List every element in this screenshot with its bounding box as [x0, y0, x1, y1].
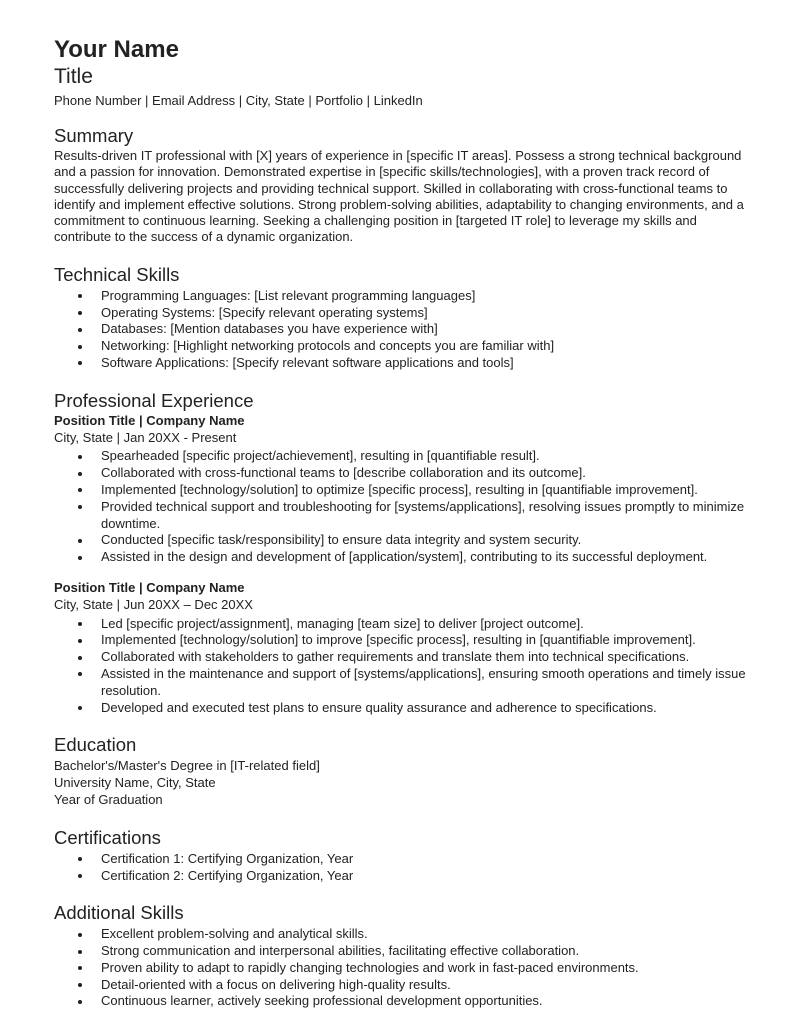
job-title: Position Title | Company Name	[54, 412, 245, 428]
list-item: Databases: [Mention databases you have experience with]	[54, 321, 746, 338]
list-item: Collaborated with stakeholders to gather requirements and translate them into technical specifications.	[54, 649, 746, 666]
list-item: Strong communication and interpersonal abilities, facilitating effective collaboration.	[54, 943, 746, 960]
list-item: Excellent problem-solving and analytical skills.	[54, 926, 746, 943]
list-item: Certification 1: Certifying Organization, Year	[54, 851, 746, 868]
additional-skills-heading: Additional Skills	[54, 902, 184, 924]
list-item: Provided technical support and troubleshooting for [systems/applications], resolving issues promptly to minimize downtime.	[54, 499, 746, 533]
certifications-heading: Certifications	[54, 826, 161, 848]
additional-skills-list	[54, 926, 746, 1010]
list-item: Developed and executed test plans to ensure quality assurance and adherence to specifications.	[54, 700, 746, 717]
degree-line: Bachelor's/Master's Degree in [IT-related field]	[54, 758, 320, 774]
list-item: Conducted [specific task/responsibility] to ensure data integrity and system security.	[54, 532, 746, 549]
experience-section	[54, 390, 746, 717]
list-item: Assisted in the design and development of [application/system], contributing to its successful deployment.	[54, 549, 746, 566]
list-item: Collaborated with cross-functional teams to [describe collaboration and its outcome].	[54, 465, 746, 482]
education-section	[54, 734, 746, 808]
list-item: Operating Systems: [Specify relevant operating systems]	[54, 305, 746, 322]
additional-skills-section	[54, 902, 746, 1010]
university-line: University Name, City, State	[54, 775, 216, 791]
certifications-section	[54, 827, 746, 885]
candidate-name: Your Name	[54, 36, 179, 63]
list-item: Led [specific project/assignment], managing [team size] to deliver [project outcome].	[54, 616, 746, 633]
list-item: Proven ability to adapt to rapidly changing technologies and work in fast-paced environments.	[54, 960, 746, 977]
job-entry	[54, 580, 746, 716]
list-item: Detail-oriented with a focus on delivering high-quality results.	[54, 977, 746, 994]
list-item: Continuous learner, actively seeking professional development opportunities.	[54, 993, 746, 1010]
list-item: Implemented [technology/solution] to optimize [specific process], resulting in [quantifiable improvement].	[54, 482, 746, 499]
education-heading: Education	[54, 734, 137, 756]
experience-heading: Professional Experience	[54, 389, 254, 411]
job-bullets	[54, 616, 746, 717]
summary-text: Results-driven IT professional with [X] years of experience in [specific IT areas]. Possess a strong technical background and a passion for innovation. Demonstrated expertise in [specific skills/technologies], with a proven track record of successfully delivering projects and providing technical support. Skilled in collaborating with cross-functional teams to identify and implement effective solutions. Strong problem-solving abilities, adaptability to changing environments, and a commitment to continuous learning. Seeking a challenging position in [targeted IT role] to leverage my skills and contribute to the success of a dynamic organization.	[54, 148, 744, 245]
list-item: Spearheaded [specific project/achievement], resulting in [quantifiable result].	[54, 448, 746, 465]
technical-skills-list	[54, 288, 746, 372]
job-entry	[54, 413, 746, 566]
list-item: Programming Languages: [List relevant programming languages]	[54, 288, 746, 305]
list-item: Networking: [Highlight networking protocols and concepts you are familiar with]	[54, 338, 746, 355]
candidate-title: Title	[54, 65, 93, 88]
job-meta: City, State | Jan 20XX - Present	[54, 429, 237, 445]
contact-line: Phone Number | Email Address | City, State | Portfolio | LinkedIn	[54, 93, 423, 108]
list-item: Assisted in the maintenance and support of [systems/applications], ensuring smooth operations and timely issue resolution.	[54, 666, 746, 700]
list-item: Software Applications: [Specify relevant software applications and tools]	[54, 355, 746, 372]
job-bullets	[54, 448, 746, 566]
list-item: Implemented [technology/solution] to improve [specific process], resulting in [quantifiable improvement].	[54, 632, 746, 649]
graduation-year-line: Year of Graduation	[54, 791, 163, 807]
list-item: Certification 2: Certifying Organization, Year	[54, 868, 746, 885]
certifications-list	[54, 851, 746, 885]
job-meta: City, State | Jun 20XX – Dec 20XX	[54, 596, 253, 612]
technical-skills-section	[54, 264, 746, 372]
job-title: Position Title | Company Name	[54, 579, 245, 595]
technical-skills-heading: Technical Skills	[54, 263, 180, 285]
summary-heading: Summary	[54, 125, 134, 146]
